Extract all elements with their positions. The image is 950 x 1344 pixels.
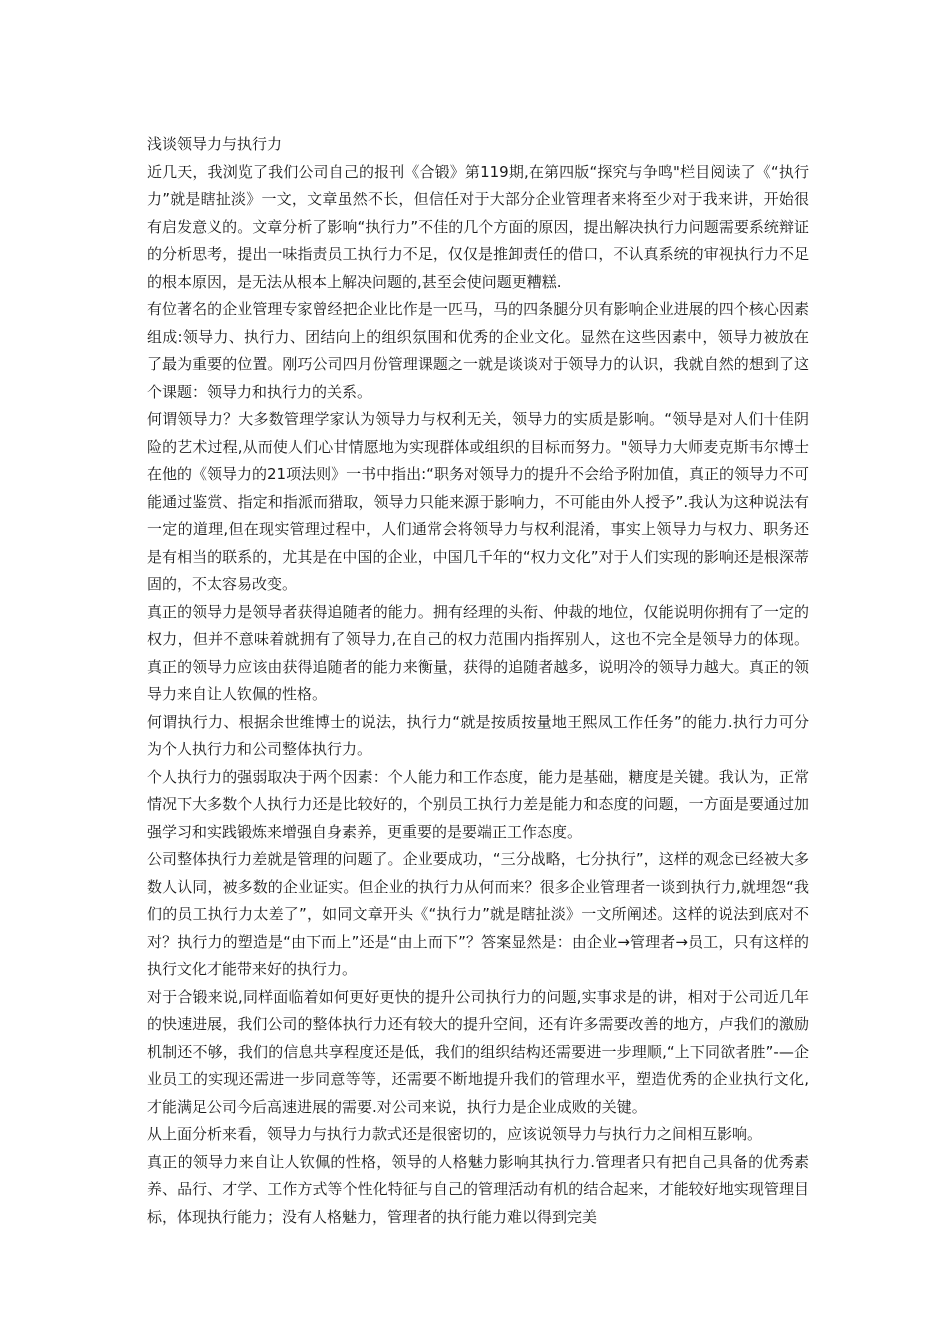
paragraph-company-execution: 公司整体执行力差就是管理的问题了。企业要成功，“三分战略，七分执行”，这样的观念已经被大多数人认同，被多数的企业证实。但企业的执行力从何而来？很多企业管理者一谈到执行力,就埋怨“我们的员工执行力太差了”，如同文章开头《“执行力”就是瞎扯淡》一文所阐述。这样的说法到底对不对？执行力的塑造是“由下而上”还是“由上而下”？答案显然是：由企业→管理者→员工，只有这样的执行文化才能带来好的执行力。 <box>147 850 809 978</box>
paragraph-personal-execution: 个人执行力的强弱取决于两个因素：个人能力和工作态度，能力是基础，糖度是关键。我认为，正常情况下大多数个人执行力还是比较好的，个别员工执行力差是能力和态度的问题，一方面是要通过加强学习和实践锻炼来增强自身素养，更重要的是要端正工作态度。 <box>147 767 809 841</box>
paragraph-what-is-execution: 何谓执行力、根据余世维博士的说法，执行力“就是按质按量地王熙凤工作任务”的能力.执行力可分为个人执行力和公司整体执行力。 <box>147 712 809 758</box>
paragraph-personal-charm: 真正的领导力来自让人钦佩的性格，领导的人格魅力影响其执行力.管理者只有把自己具备的优秀素养、品行、才学、工作方式等个性化特征与自己的管理活动有机的结合起来，才能较好地实现管理目标，体现执行能力；没有人格魅力，管理者的执行能力难以得到完美 <box>147 1152 809 1226</box>
paragraph-horse-metaphor: 有位著名的企业管理专家曾经把企业比作是一匹马，马的四条腿分贝有影响企业进展的四个核心因素组成:领导力、执行力、团结向上的组织氛围和优秀的企业文化。显然在这些因素中，领导力被放在了最为重要的位置。刚巧公司四月份管理课题之一就是谈谈对于领导力的认识，我就自然的想到了这个课题：领导力和执行力的关系。 <box>147 300 809 401</box>
paragraph-heduan-execution: 对于合锻来说,同样面临着如何更好更快的提升公司执行力的问题,实事求是的讲，相对于公司近几年的快速进展，我们公司的整体执行力还有较大的提升空间，还有许多需要改善的地方，卢我们的激励机制还不够，我们的信息共享程度还是低，我们的组织结构还需要进一步理顺,“上下同欲者胜”-—企业员工的实现还需进一步同意等等，还需要不断地提升我们的管理水平，塑造优秀的企业执行文化,才能满足公司今后高速进展的需要.对公司来说，执行力是企业成败的关键。 <box>147 987 809 1116</box>
document-title: 浅谈领导力与执行力 <box>147 135 283 153</box>
paragraph-relationship: 从上面分析来看，领导力与执行力款式还是很密切的，应该说领导力与执行力之间相互影响。 <box>147 1125 763 1143</box>
paragraph-what-is-leadership: 何谓领导力？大多数管理学家认为领导力与权利无关，领导力的实质是影响。“领导是对人们十佳阴险的艺术过程,从而使人们心甘情愿地为实现群体或组织的目标而努力。"领导力大师麦克斯韦尔博士在他的《领导力的21项法则》一书中指出:“职务对领导力的提升不会给予附加值，真正的领导力不可能通过鉴赏、指定和指派而猎取，领导力只能来源于影响力，不可能由外人授予”.我认为这种说法有一定的道理,但在现实管理过程中，人们通常会将领导力与权利混淆，事实上领导力与权力、职务还是有相当的联系的，尤其是在中国的企业，中国几千年的“权力文化”对于人们实现的影响还是根深蒂固的，不太容易改变。 <box>147 410 809 593</box>
document-body <box>147 131 809 1231</box>
paragraph-true-leadership: 真正的领导力是领导者获得追随者的能力。拥有经理的头衔、仲裁的地位，仅能说明你拥有了一定的权力，但并不意味着就拥有了领导力,在自己的权力范围内指挥别人，这也不完全是领导力的体现。真正的领导力应该由获得追随者的能力来衡量，获得的追随者越多，说明冷的领导力越大。真正的领导力来自让人钦佩的性格。 <box>147 602 809 703</box>
paragraph-intro: 近几天，我浏览了我们公司自己的报刊《合锻》第119期,在第四版“探究与争鸣"栏目阅读了《“执行力”就是瞎扯淡》一文，文章虽然不长，但信任对于大部分企业管理者来将至少对于我来讲，开始很有启发意义的。文章分析了影响“执行力”不佳的几个方面的原因，提出解决执行力问题需要系统辩证的分析思考，提出一味指责员工执行力不足，仅仅是推卸责任的借口，不认真系统的审视执行力不足的根本原因，是无法从根本上解决问题的,甚至会使问题更糟糕. <box>147 162 809 291</box>
